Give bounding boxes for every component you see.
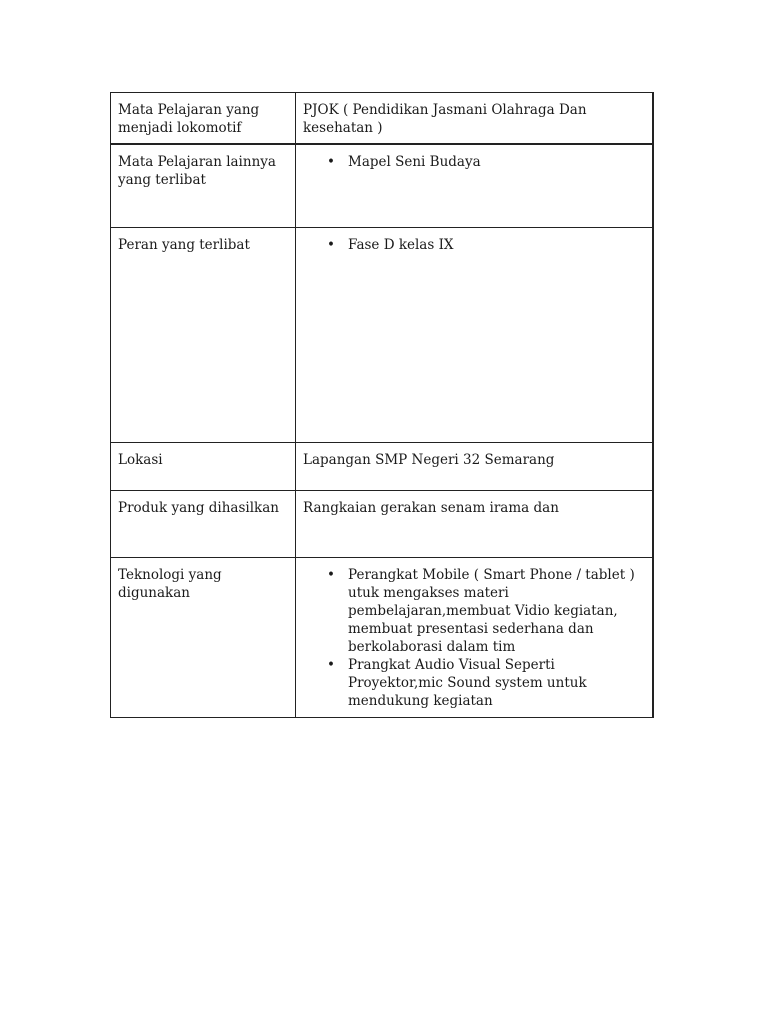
row-label-roles: Peran yang terlibat [111,228,296,443]
row-label-product: Produk yang dihasilkan [111,491,296,558]
row-label-other-subjects: Mata Pelajaran lainnya yang terlibat [111,144,296,228]
row-label-technology: Teknologi yang digunakan [111,558,296,718]
row-value-roles [296,228,654,443]
table-row [111,558,654,718]
table-row [111,443,654,491]
project-info-table [110,92,654,718]
list-item: • Perangkat Mobile ( Smart Phone / tablet ) utuk mengakses materi pembelajaran,membuat Vidio kegiatan, membuat presentasi sederhana dan berkolaborasi dalam tim [348,566,646,656]
row-value-technology [296,558,654,718]
row-value-location: Lapangan SMP Negeri 32 Semarang [296,443,654,491]
row-value-lead-subject: PJOK ( Pendidikan Jasmani Olahraga Dan kesehatan ) [296,93,654,145]
row-label-location: Lokasi [111,443,296,491]
table-row [111,228,654,443]
bullet-list [303,236,646,254]
table-row [111,144,654,228]
bullet-list [303,153,646,171]
table-row [111,93,654,145]
row-value-product: Rangkaian gerakan senam irama dan [296,491,654,558]
table-row [111,491,654,558]
list-item: • Prangkat Audio Visual Seperti Proyektor,mic Sound system untuk mendukung kegiatan [348,656,646,710]
bullet-list [303,566,646,710]
list-item: • Fase D kelas IX [348,236,646,254]
row-value-other-subjects [296,144,654,228]
list-item: • Mapel Seni Budaya [348,153,646,171]
row-label-lead-subject: Mata Pelajaran yang menjadi lokomotif [111,93,296,145]
